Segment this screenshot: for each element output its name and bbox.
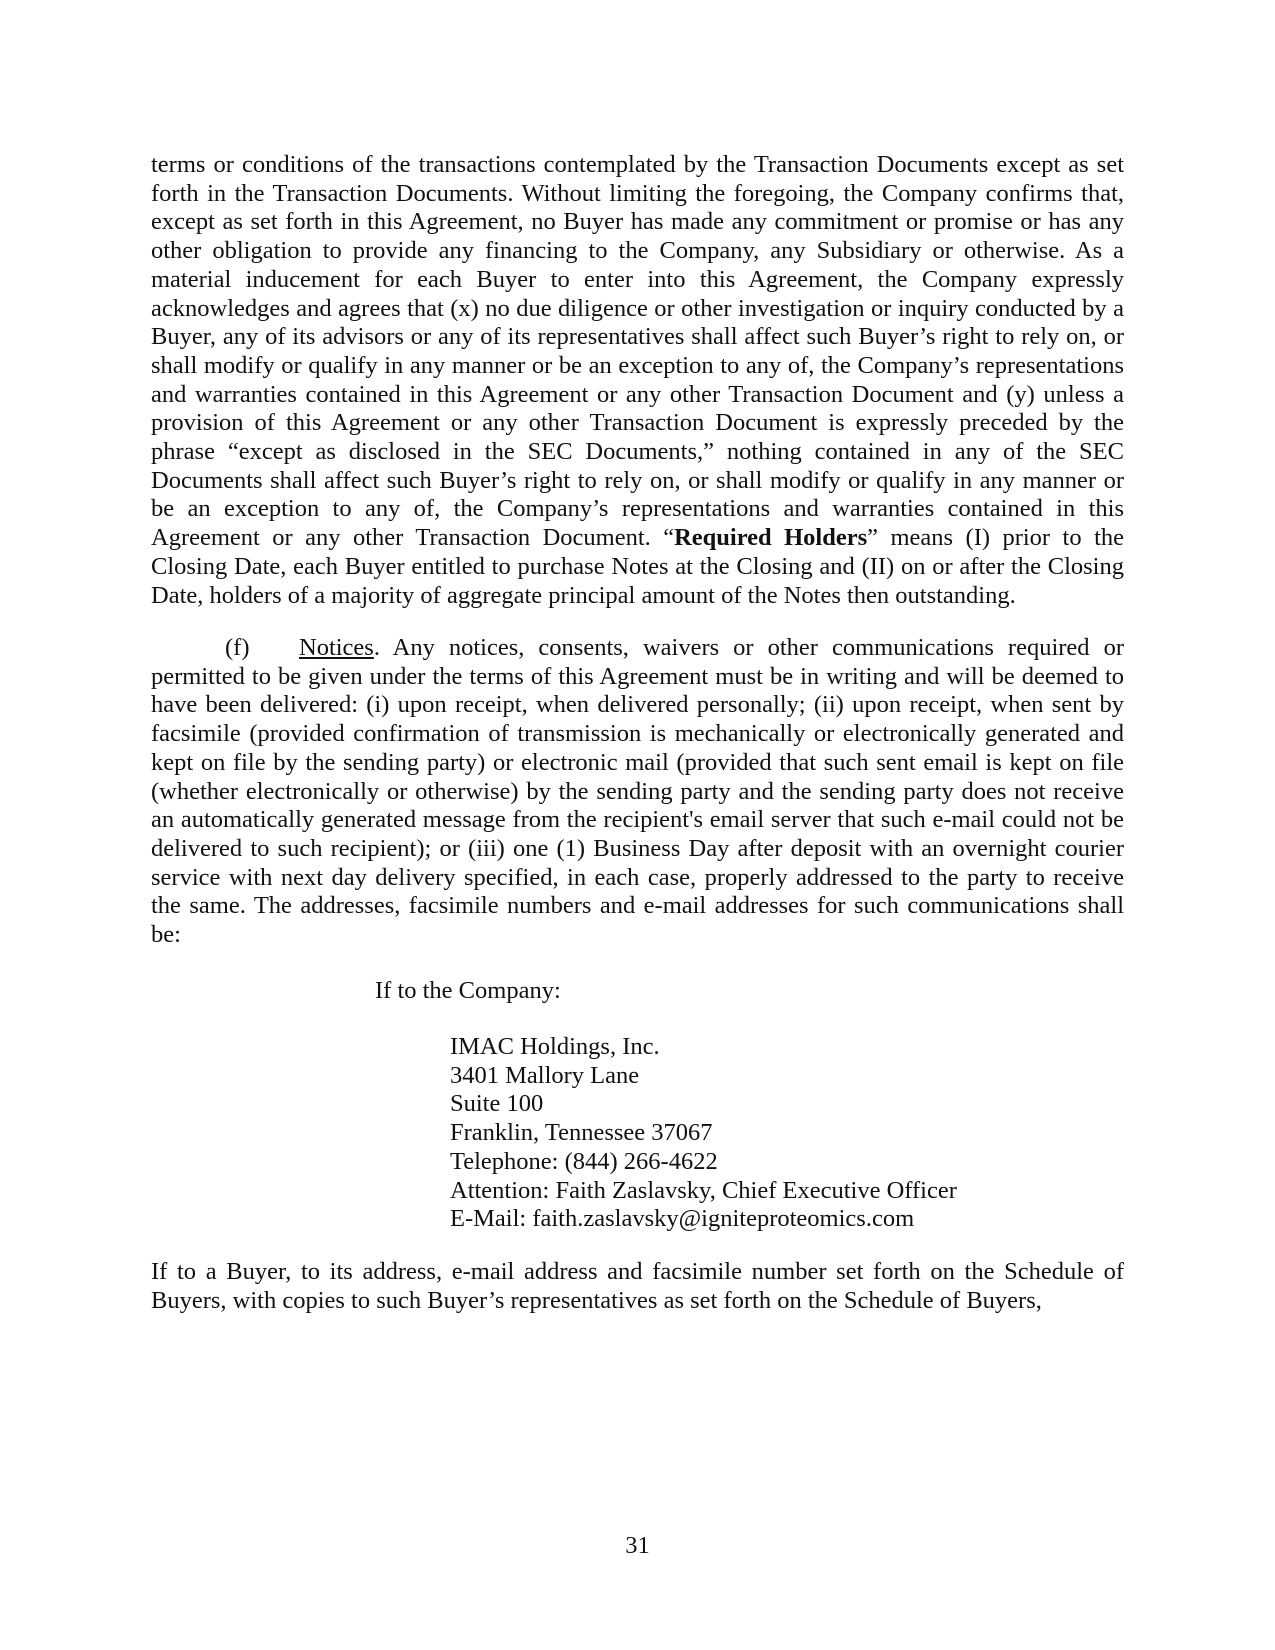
company-address-block	[450, 1033, 957, 1234]
address-line-company-name: IMAC Holdings, Inc.	[450, 1033, 660, 1060]
section-marker-label: (f)	[225, 634, 250, 661]
notices-paragraph	[151, 634, 1124, 950]
paragraph-text-continued: ” means (I) prior to the Closing Date, each Buyer entitled to purchase Notes at the Closing and (II) on or after the Closing Date, holders of a majority of aggregate principal amount of the Notes then outstanding.	[151, 524, 1124, 609]
company-address-intro: If to the Company:	[375, 977, 561, 1004]
section-marker	[151, 634, 299, 663]
paragraph-text: terms or conditions of the transactions contemplated by the Transaction Documents except as set forth in the Transaction Documents. Without limiting the foregoing, the Company confirms that, except as set forth in this Agreement, no Buyer has made any commitment or promise or has any other obligation to provide any financing to the Company, any Subsidiary or otherwise. As a material inducement for each Buyer to enter into this Agreement, the Company expressly acknowledges and agrees that (x) no due diligence or other investigation or inquiry conducted by a Buyer, any of its advisors or any of its representatives shall affect such Buyer’s right to rely on, or shall modify or qualify in any manner or be an exception to any of, the Company’s representations and warranties contained in this Agreement or any other Transaction Document and (y) unless a provision of this Agreement or any other Transaction Document is expressly preceded by the phrase “except as disclosed in the SEC Documents,” nothing contained in any of the SEC Documents shall affect such Buyer’s right to rely on, or shall modify or qualify in any manner or be an exception to any of, the Company’s representations and warranties contained in this Agreement or any other Transaction Document. “	[151, 151, 1124, 552]
address-line-email: E-Mail: faith.zaslavsky@igniteproteomics.com	[450, 1205, 915, 1233]
address-line-attention: Attention: Faith Zaslavsky, Chief Executive Officer	[450, 1176, 957, 1204]
notices-body-text: Any notices, consents, waivers or other communications required or permitted to be given under the terms of this Agreement must be in writing and will be deemed to have been delivered: (i) upon receipt, when delivered personally; (ii) upon receipt, when sent by facsimile (provided confirmation of transmission is mechanically or electronically generated and kept on file by the sending party) or electronic mail (provided that such sent email is kept on file (whether electronically or otherwise) by the sending party and the sending party does not receive an automatically generated message from the recipient's email server that such e-mail could not be delivered to such recipient); or (iii) one (1) Business Day after deposit with an overnight courier service with next day delivery specified, in each case, properly addressed to the party to receive the same. The addresses, facsimile numbers and e-mail addresses for such communications shall be:	[151, 634, 1124, 949]
address-line-telephone: Telephone: (844) 266-4622	[450, 1147, 718, 1175]
address-line-suite: Suite 100	[450, 1090, 544, 1118]
address-line-city: Franklin, Tennessee 37067	[450, 1119, 713, 1147]
page-number: 31	[625, 1532, 650, 1559]
section-heading-notices: Notices	[299, 634, 374, 661]
definitions-paragraph	[151, 151, 1124, 610]
defined-term-required-holders: Required Holders	[674, 524, 868, 552]
address-line-street: 3401 Mallory Lane	[450, 1061, 640, 1089]
buyer-address-paragraph: If to a Buyer, to its address, e-mail address and facsimile number set forth on the Schedule of Buyers, with copies to such Buyer’s representatives as set forth on the Schedule of Buyers,	[151, 1258, 1124, 1314]
section-heading-period: .	[373, 634, 380, 661]
